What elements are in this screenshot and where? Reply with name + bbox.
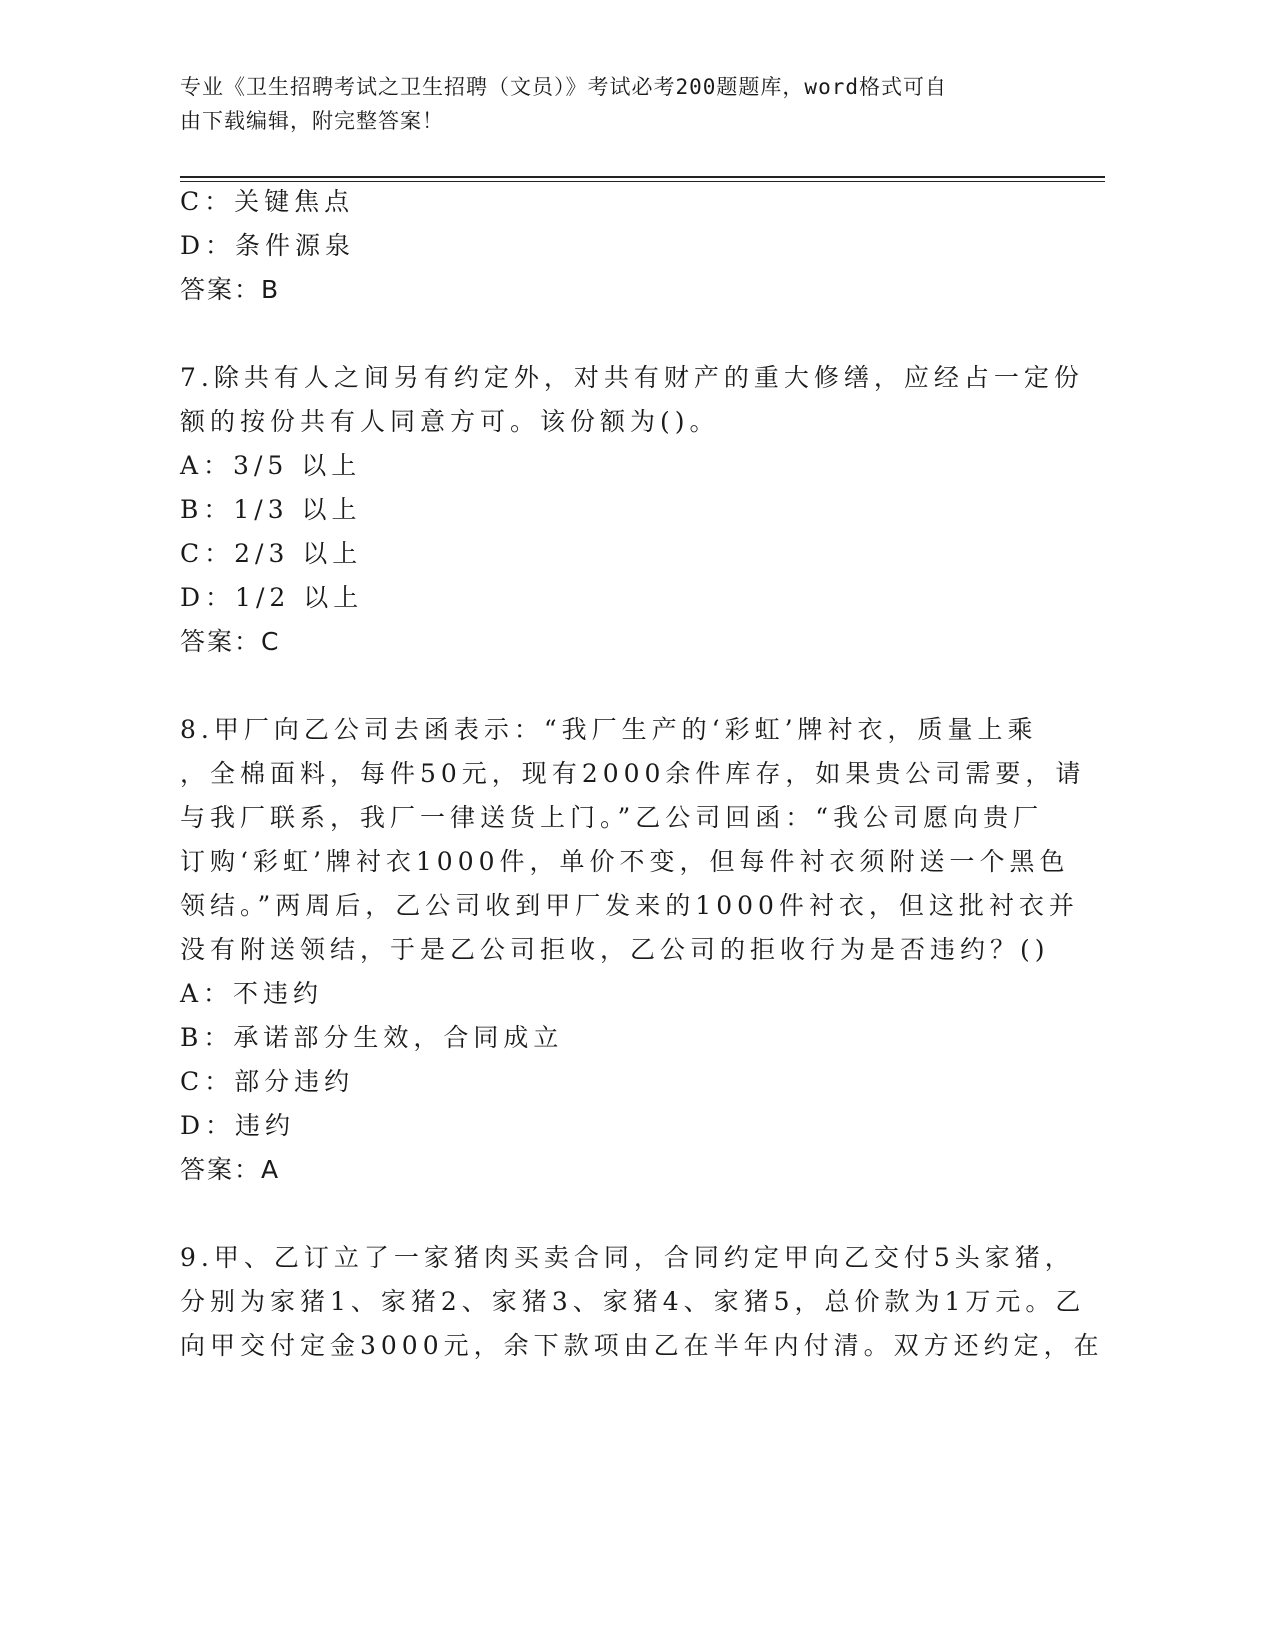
question-7 [180,356,1084,664]
answer: 答案：A [180,1155,281,1184]
question-text: 额的按份共有人同意方可。该份额为()。 [180,407,720,436]
question-text: 9.甲、乙订立了一家猪肉买卖合同，合同约定甲向乙交付5头家猪， [180,1243,1075,1272]
header-line: 由下载编辑，附完整答案！ [180,109,444,133]
spacer [180,664,1040,708]
option-b: B：1/3 以上 [180,495,362,524]
option-d: D：违约 [180,1111,296,1140]
question-text: 8.甲厂向乙公司去函表示：“我厂生产的‘彩虹’牌衬衣，质量上乘 [180,715,1038,744]
question-9 [180,1236,1104,1368]
previous-question-tail [180,180,1040,312]
option-c: C：2/3 以上 [180,539,363,568]
question-text: 向甲交付定金3000元，余下款项由乙在半年内付清。双方还约定，在 [180,1331,1104,1360]
question-8 [180,708,1086,1192]
spacer [180,1192,1040,1236]
answer: 答案：C [180,627,281,656]
question-text: 分别为家猪1、家猪2、家猪3、家猪4、家猪5，总价款为1万元。乙 [180,1287,1086,1316]
spacer [180,312,1040,356]
option-a: A：3/5 以上 [180,451,362,480]
question-text: 订购‘彩虹’牌衬衣1000件，单价不变，但每件衬衣须附送一个黑色 [180,847,1070,876]
question-text: 领结。”两周后，乙公司收到甲厂发来的1000件衬衣，但这批衬衣并 [180,891,1079,920]
question-text: 7.除共有人之间另有约定外，对共有财产的重大修缮，应经占一定份 [180,363,1084,392]
option-c: C：关键焦点 [180,187,355,216]
header-line: 专业《卫生招聘考试之卫生招聘（文员）》考试必考200题题库，word格式可自 [180,75,947,99]
question-text: 没有附送领结，于是乙公司拒收，乙公司的拒收行为是否违约？() [180,935,1050,964]
question-text: ，全棉面料，每件50元，现有2000余件库存，如果贵公司需要，请 [180,759,1086,788]
header-divider [180,176,1105,178]
document-header [180,70,1060,138]
question-content [180,180,1104,1368]
option-d: D：1/2 以上 [180,583,364,612]
option-d: D：条件源泉 [180,231,356,260]
option-b: B：承诺部分生效，合同成立 [180,1023,564,1052]
option-a: A：不违约 [180,979,324,1008]
question-text: 与我厂联系，我厂一律送货上门。”乙公司回函：“我公司愿向贵厂 [180,803,1044,832]
answer: 答案：B [180,275,281,304]
option-c: C：部分违约 [180,1067,355,1096]
